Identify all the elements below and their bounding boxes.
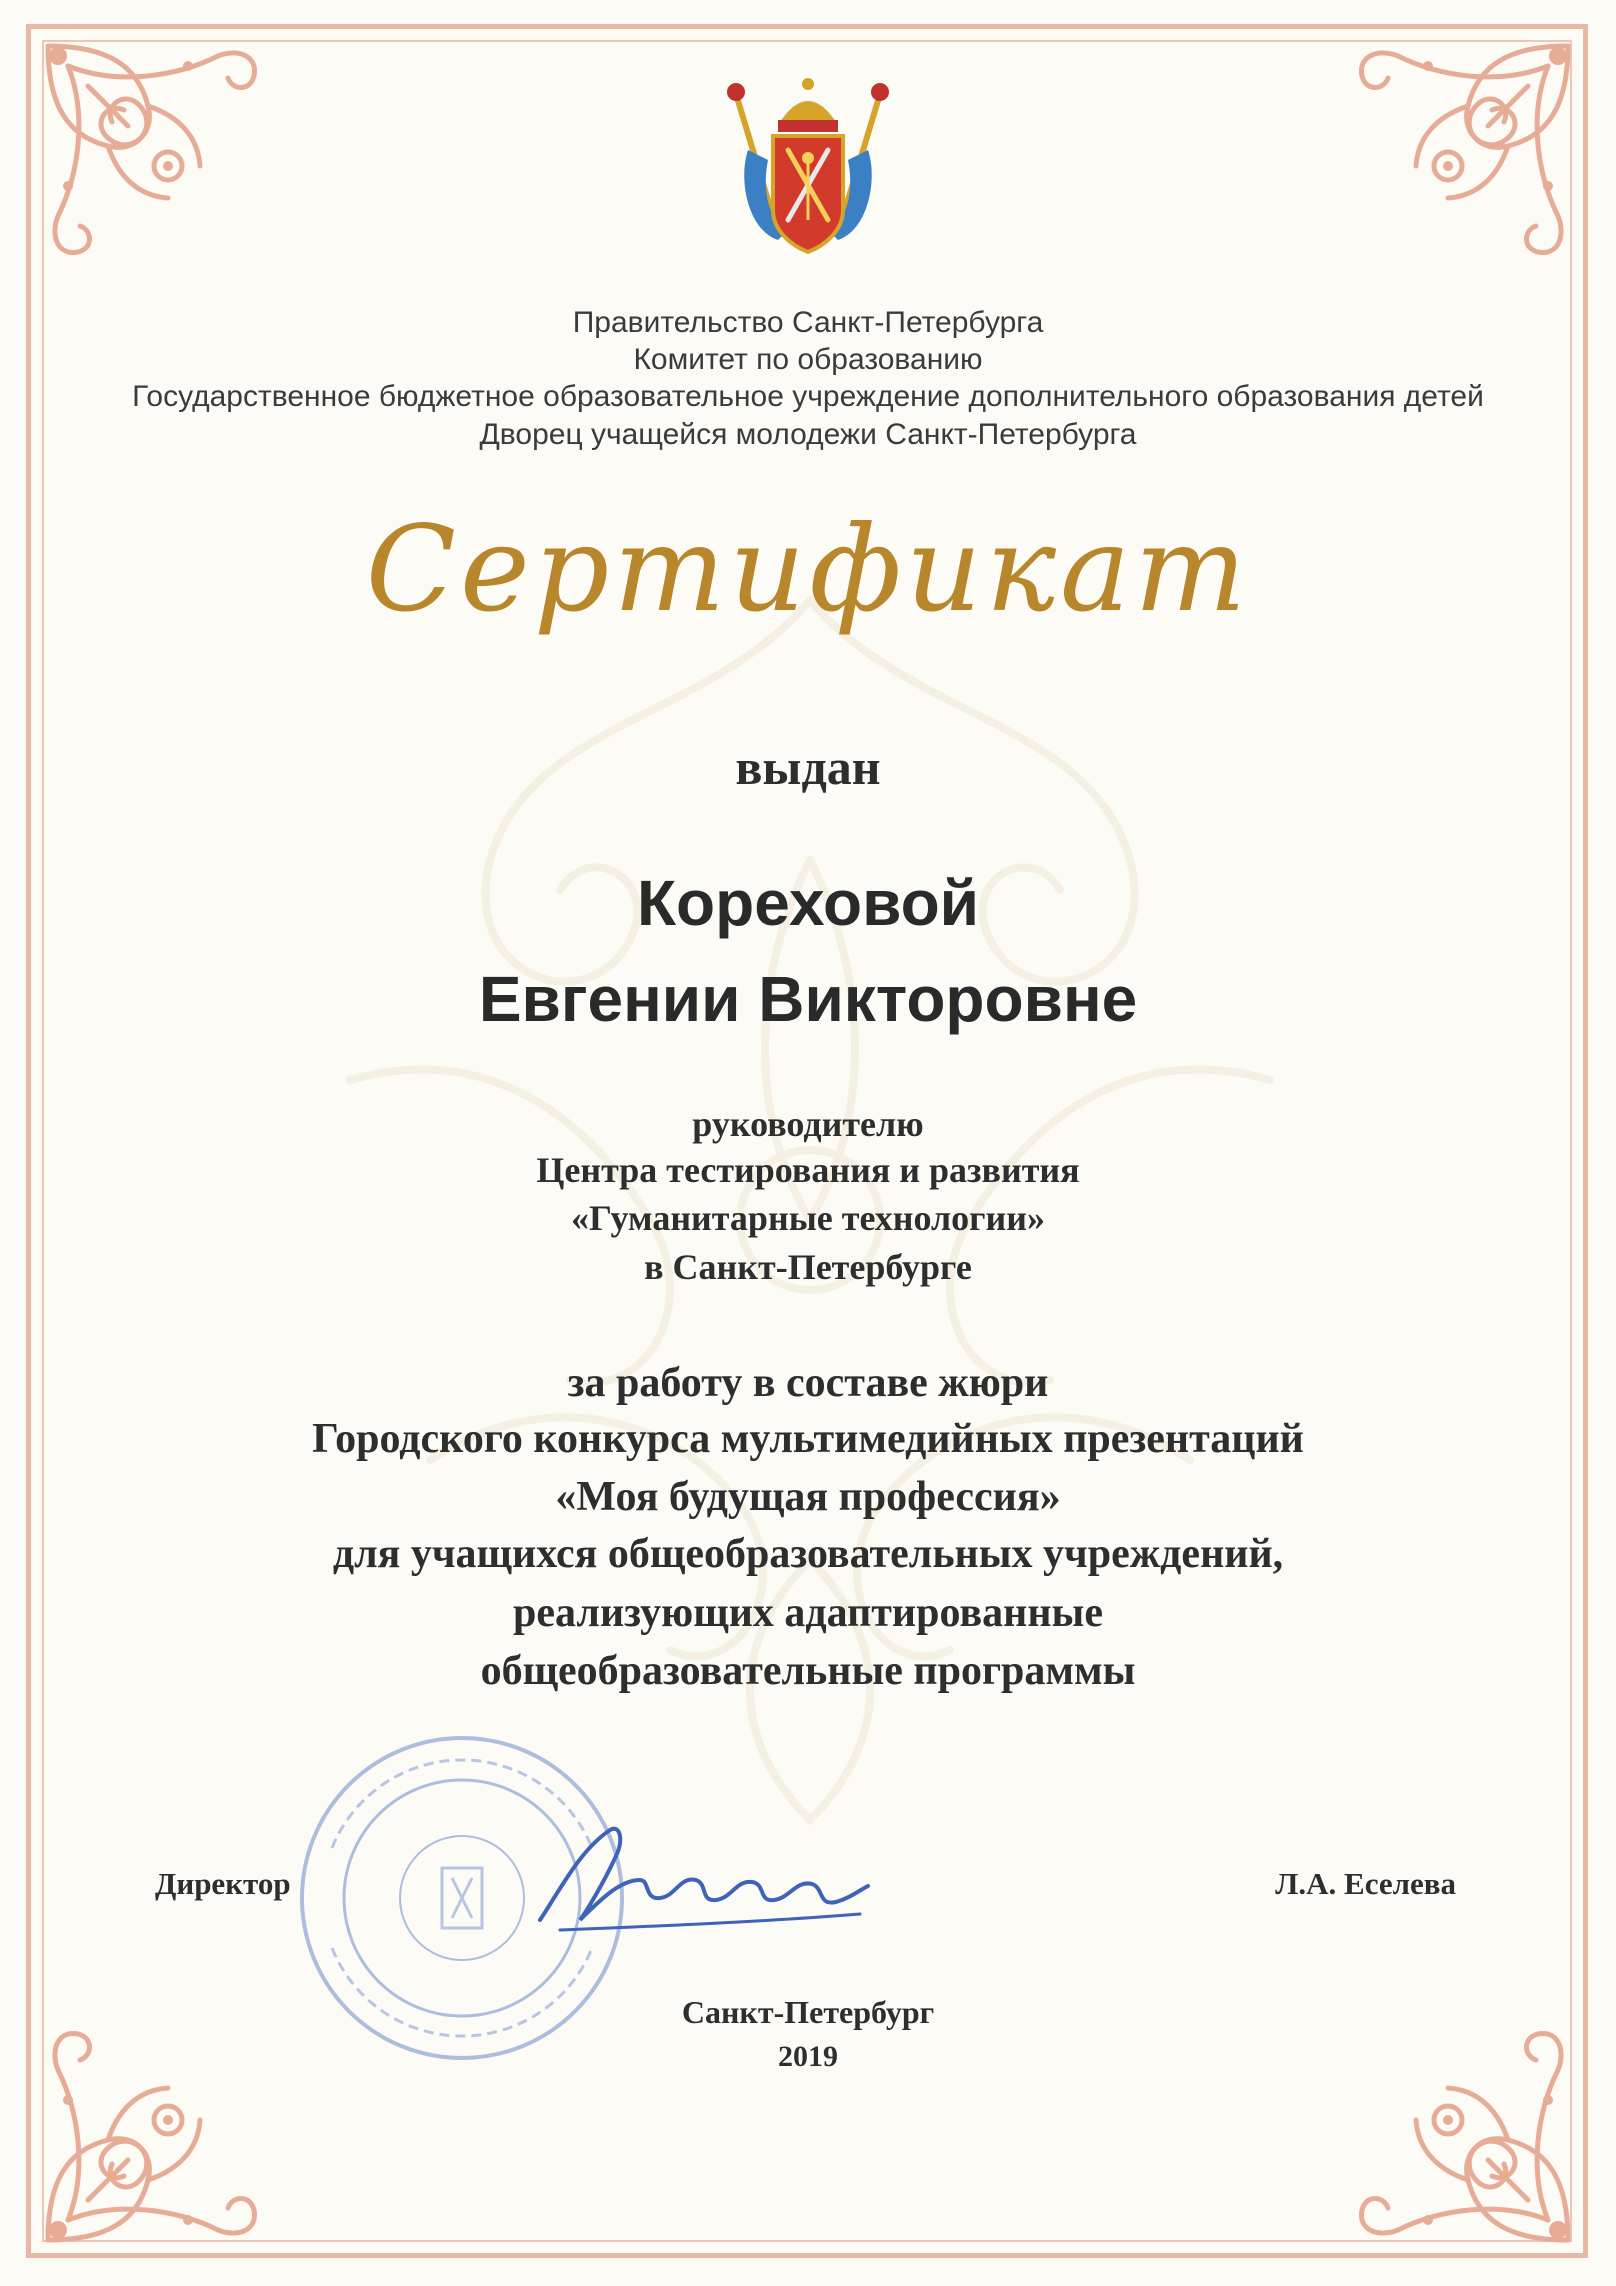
recipient-role-line: Центра тестирования и развития [536,1150,1080,1190]
coat-of-arms-icon [718,70,898,270]
reason-line: реализующих адаптированные [513,1590,1103,1636]
recipient-role-line: руководителю [692,1104,924,1144]
footer-year: 2019 [778,2040,838,2073]
recipient-surname: Кореховой [636,867,980,939]
header-committee: Комитет по образованию [633,343,983,376]
reason-line: Городского конкурса мультимедийных презентаций [312,1416,1304,1462]
reason-line: «Моя будущая профессия» [555,1474,1061,1520]
issued-label: выдан [735,739,881,795]
corner-ornament-icon [1338,26,1588,276]
signatory-position: Директор [155,1866,291,1901]
recipient-role-line: в Санкт-Петербурге [644,1247,972,1287]
recipient-role-line: «Гуманитарные технологии» [570,1198,1046,1238]
footer-city: Санкт-Петербург [681,1994,935,2030]
reason-line: общеобразовательные программы [480,1648,1136,1694]
reason-line: для учащихся общеобразовательных учреждений, [332,1531,1284,1577]
recipient-given-names: Евгении Викторовне [478,963,1138,1035]
signatory-name: Л.А. Еселева [1275,1866,1456,1901]
header-institution-name: Дворец учащейся молодежи Санкт-Петербурга [479,418,1137,451]
handwritten-signature-icon [520,1810,880,1940]
header-government: Правительство Санкт-Петербурга [572,306,1044,339]
corner-ornament-icon [28,26,278,276]
reason-line: за работу в составе жюри [567,1360,1049,1406]
header-institution-type: Государственное бюджетное образовательное учреждение дополнительного образования детей [132,380,1484,413]
certificate-title: Сертификат [365,500,1251,638]
